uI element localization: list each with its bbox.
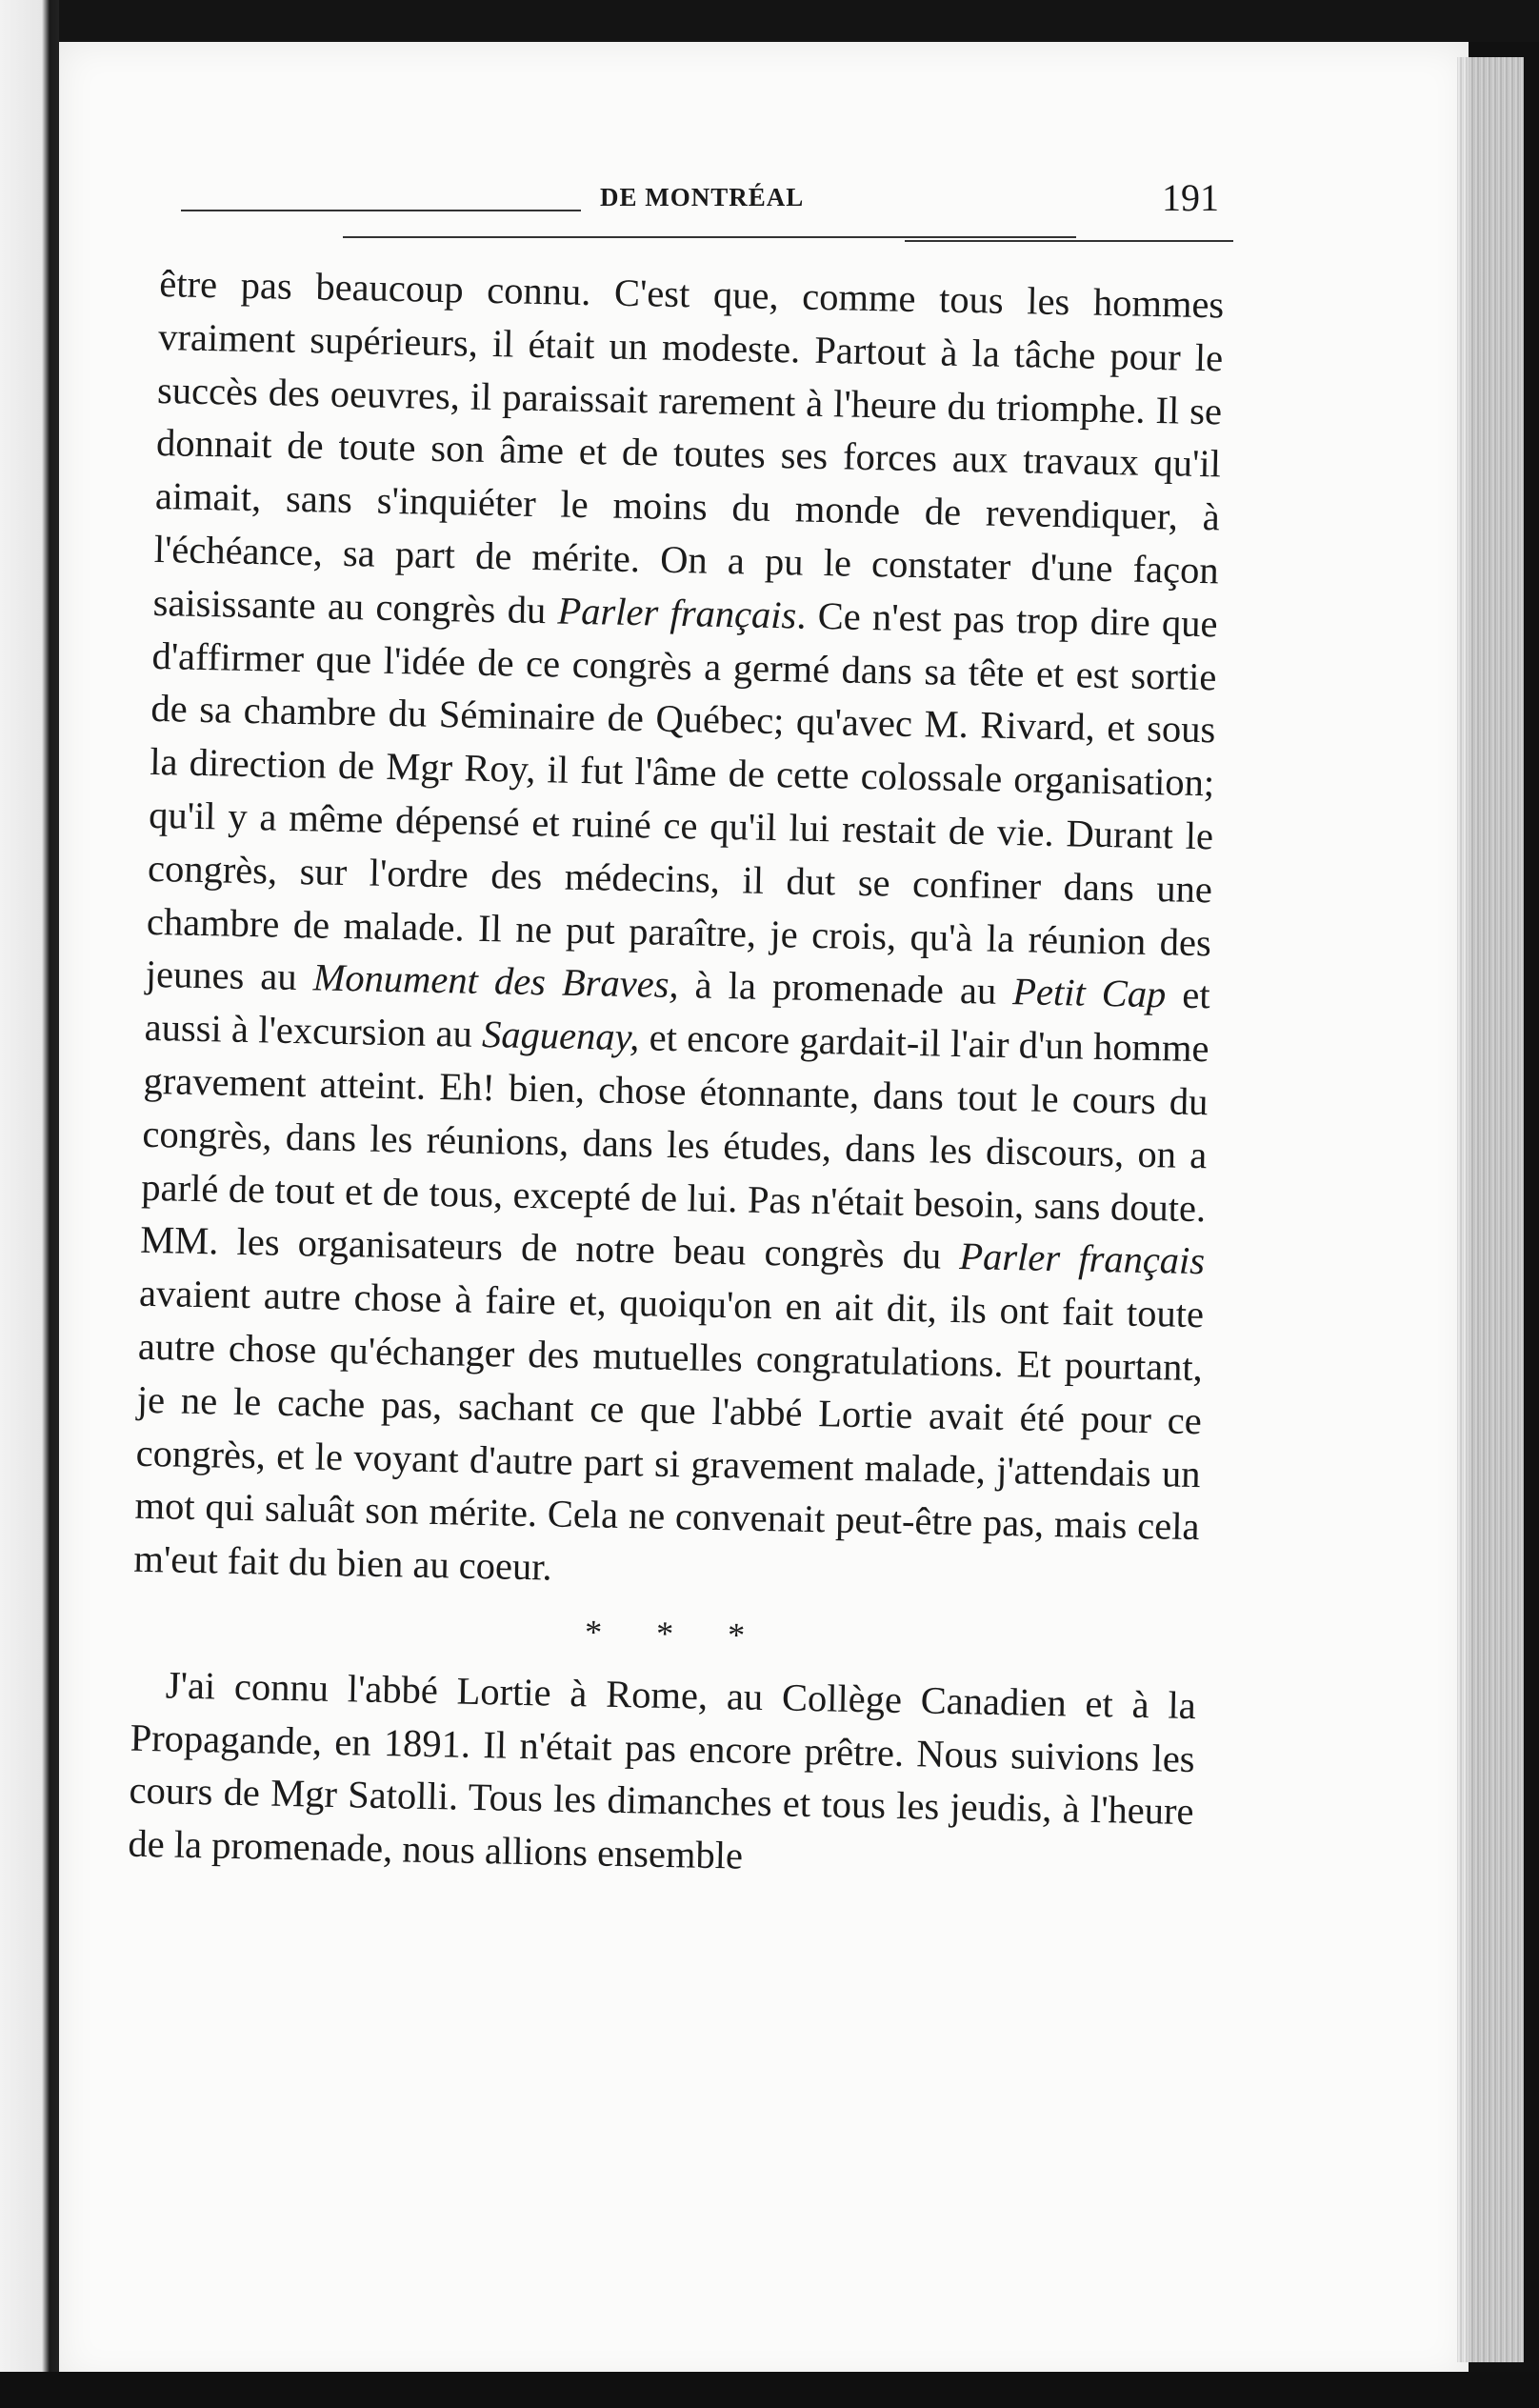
- text-run: . Ce n'est pas trop dire que d'affirmer que l'idée de ce congrès a germé dans sa tête et est sortie de sa chambre du Séminaire de Québec; qu'avec M. Rivard, et sous la direction de Mgr Roy, il fut l'âme de cette colossale organisation; qu'il y a même dépensé et ruiné ce qu'il lui restait de vie. Durant le congrès, sur l'ordre des médecins, il dut se confiner dans une chambre de malade. Il ne put paraître, je crois, qu'à la réunion des jeunes au: [145, 593, 1218, 999]
- italic-title-run: Petit Cap: [1011, 970, 1167, 1016]
- header-rule-right: [905, 240, 1233, 242]
- paragraph-continued: [133, 257, 1225, 1607]
- text-run: à la promenade au: [678, 963, 1013, 1013]
- scan-bottom-border: [0, 2372, 1539, 2408]
- scan-top-border: [0, 0, 1539, 42]
- text-run: et aussi à l'excursion au: [144, 973, 1211, 1056]
- text-run: et encore gardait-il l'air d'un homme gravement atteint. Eh! bien, chose étonnante, dans tout le cours du congrès, dans les réunions, dans les études, dans les discours, on a parlé de tout et de tous, excepté de lui. Pas n'était besoin, sans doute. MM. les organisateurs de notre beau congrès du: [139, 1015, 1209, 1278]
- page-number: 191: [1162, 176, 1219, 219]
- italic-title-run: Monument des Braves,: [312, 955, 680, 1007]
- running-title: DE MONTRÉAL: [600, 183, 805, 211]
- header-rule-bottom: [343, 236, 1076, 238]
- section-separator: * * *: [584, 1613, 769, 1656]
- text-run: avaient autre chose à faire et, quoiqu'on en ait dit, ils ont fait toute autre chose qu'échanger des mutuelles congratulations. Et pourtant, je ne le cache pas, sachant ce que l'abbé Lortie avait été pour ce congrès, et le voyant d'autre part si gravement malade, j'attendais un mot qui saluât son mérite. Cela ne convenait peut-être pas, mais cela m'eut fait du bien au coeur.: [133, 1271, 1205, 1589]
- italic-title-run: Parler français: [557, 589, 797, 637]
- page-header: [181, 170, 1248, 246]
- header-rule-left: [181, 210, 581, 211]
- italic-title-run: Saguenay,: [481, 1013, 640, 1059]
- text-run: être pas beaucoup connu. C'est que, comme tous les hommes vraiment supérieurs, il était un modeste. Partout à la tâche pour le succès des oeuvres, il paraissait rarement à l'heure du triomphe. Il se donnait de toute son âme et de toutes ses forces aux travaux qu'il aimait, sans s'inquiéter le moins du monde de revendiquer, à l'échéance, sa part de mérite. On a pu le constater d'une façon saisissante au congrès du: [152, 261, 1225, 632]
- book-page-edges: [1457, 57, 1524, 2362]
- scan-left-edge: [0, 0, 59, 2408]
- body-text: [128, 257, 1225, 1892]
- italic-title-run: Parler français: [958, 1234, 1206, 1283]
- paragraph-new: J'ai connu l'abbé Lortie à Rome, au Collège Canadien et à la Propagande, en 1891. Il n'était pas encore prêtre. Nous suivions les cours de Mgr Satolli. Tous les dimanches et tous les jeudis, à l'heure de la promenade, nous allions ensemble: [128, 1663, 1197, 1877]
